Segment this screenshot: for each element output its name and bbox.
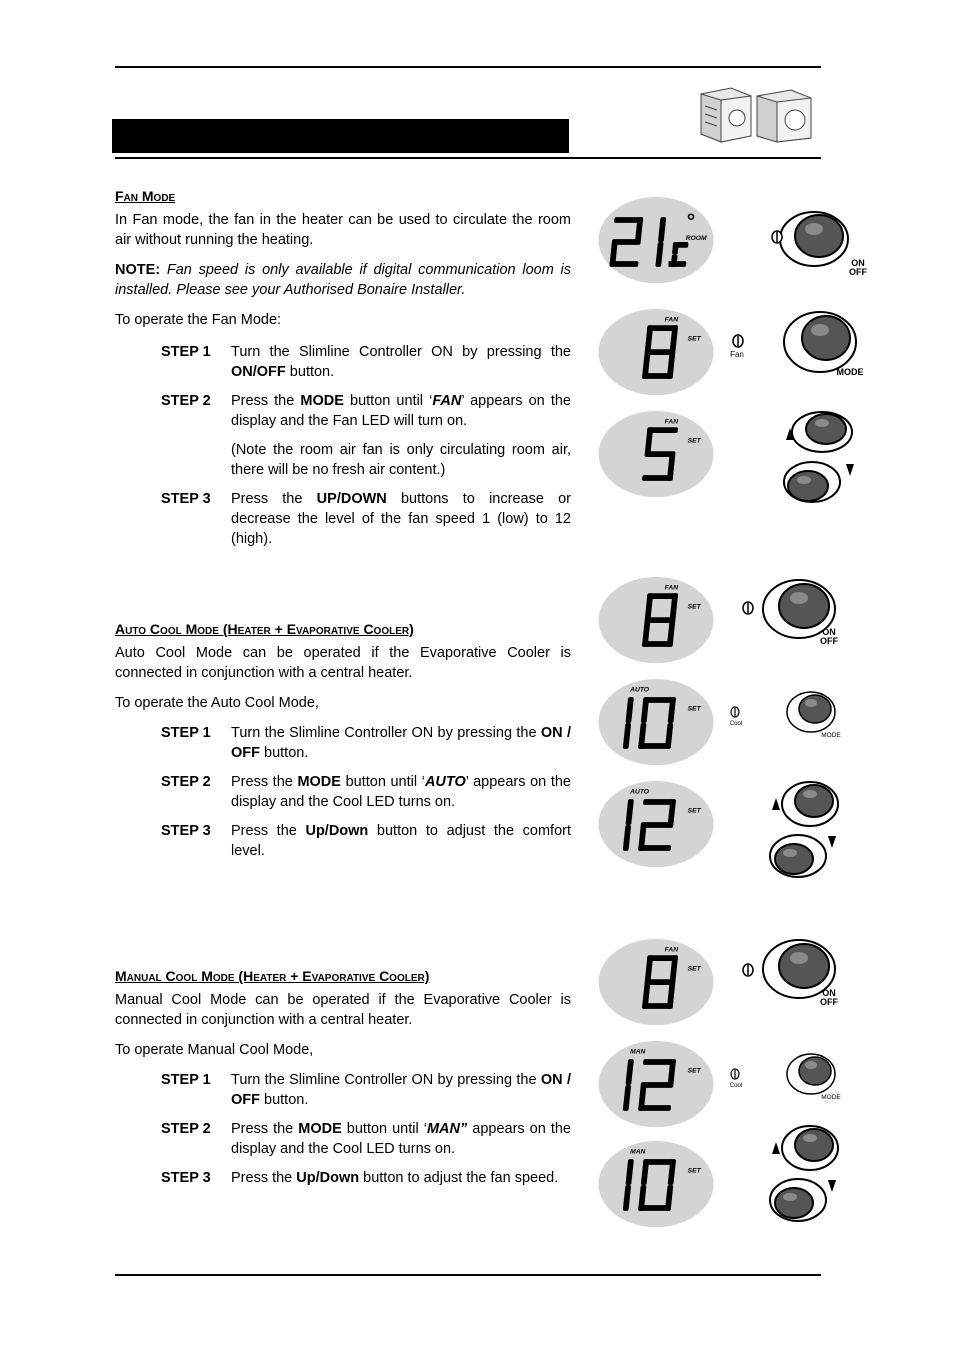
- step-text-mid: button until ‘: [343, 393, 433, 409]
- step-label: STEP 3: [161, 491, 211, 507]
- manual-step-1: [115, 1070, 571, 1110]
- lcd-set-label: SET: [687, 1167, 701, 1175]
- power-led-icon: [741, 600, 755, 616]
- fan-mode-note: [115, 260, 571, 300]
- lcd-mode-label: MAN: [630, 1048, 646, 1056]
- manual-cool-intro: Manual Cool Mode can be operated if the Evaporative Cooler is connected in conjunction with a central heater.: [115, 992, 571, 1028]
- on-off-ref: ON/OFF: [231, 364, 286, 380]
- step-text: [231, 821, 571, 861]
- step-text-pre: Turn the Slimline Controller ON by pressing the: [231, 725, 541, 741]
- up-down-buttons[interactable]: [768, 778, 848, 880]
- manual-cool-section: [115, 966, 571, 1197]
- lcd-display: [597, 938, 717, 1030]
- mode-button[interactable]: [780, 306, 870, 382]
- manual-cool-title: Manual Cool Mode (Heater + Evaporative Cooler): [115, 968, 430, 984]
- mode-ref: MODE: [297, 774, 341, 790]
- fan-mode-operate: To operate the Fan Mode:: [115, 312, 282, 328]
- on-off-button[interactable]: [755, 576, 855, 648]
- up-down-ref: Up/Down: [296, 1170, 360, 1186]
- mode-label: MODE: [821, 1094, 841, 1101]
- lcd-set-label: SET: [687, 335, 701, 343]
- lcd-unit-label: ROOM: [685, 235, 707, 243]
- on-label: ON: [822, 627, 836, 637]
- on-off-button[interactable]: [770, 206, 870, 278]
- step-text-pre: Press the: [231, 823, 306, 839]
- section-banner: [112, 119, 569, 153]
- lcd-display: [597, 196, 717, 288]
- step-text-post: ’ appears on the display and the Cool LED turns on.: [231, 774, 571, 810]
- footer-rule: [115, 1274, 821, 1276]
- step-label: STEP 3: [161, 1170, 211, 1186]
- auto-cool-section: [115, 619, 571, 870]
- manual-step-2: [115, 1119, 571, 1159]
- step-text-post: button to adjust the fan speed.: [359, 1170, 559, 1186]
- up-down-buttons[interactable]: [782, 406, 862, 506]
- step-label: STEP 3: [161, 823, 211, 839]
- fan-step-2: [115, 391, 571, 431]
- step-text-post: button to adjust the comfort level.: [231, 823, 571, 859]
- fan-step-1: [115, 342, 571, 382]
- step-text-pre: Press the: [231, 491, 317, 507]
- heater-cooler-units-icon: [697, 84, 813, 144]
- step-text-pre: Turn the Slimline Controller ON by pressing the: [231, 344, 571, 360]
- cool-led-icon: [728, 706, 746, 728]
- step-note: (Note the room air fan is only circulating room air, there will be no fresh air content.): [231, 442, 571, 478]
- on-label: ON: [851, 258, 865, 268]
- lcd-set-label: SET: [687, 807, 701, 815]
- note-text: Fan speed is only available if digital communication loom is installed. Please see your Authorised Bonaire Installer.: [115, 262, 572, 298]
- step-label: STEP 1: [161, 725, 211, 741]
- lcd-segment: [644, 979, 675, 985]
- fan-mode-section: [115, 186, 571, 558]
- lcd-set-label: SET: [687, 603, 701, 611]
- lcd-segment: [642, 475, 673, 481]
- step-text-pre: Turn the Slimline Controller ON by pressing the: [231, 1072, 541, 1088]
- step-label: STEP 2: [161, 1121, 211, 1137]
- up-down-ref: UP/DOWN: [316, 491, 387, 507]
- fan-led-label: Fan: [730, 350, 744, 359]
- mode-button[interactable]: [785, 688, 845, 740]
- auto-cool-operate: To operate the Auto Cool Mode,: [115, 695, 319, 711]
- off-label: OFF: [820, 997, 838, 1007]
- step-label: STEP 1: [161, 344, 211, 360]
- lcd-degree-symbol: °: [685, 210, 695, 234]
- step-text: [231, 1119, 571, 1159]
- step-text: [231, 772, 571, 812]
- auto-cool-intro: Auto Cool Mode can be operated if the Evaporative Cooler is connected in conjunction with a central heater.: [115, 645, 571, 681]
- auto-ref: AUTO: [424, 774, 466, 790]
- step-text-pre: Press the: [231, 1170, 297, 1186]
- step-text-post: buttons to increase or decrease the level of the fan speed 1 (low) to 12 (high).: [231, 491, 571, 547]
- step-text-mid: button until ‘: [340, 774, 425, 790]
- step-text: [231, 723, 571, 763]
- decimal-point: [669, 261, 675, 267]
- manual-cool-operate: To operate Manual Cool Mode,: [115, 1042, 314, 1058]
- lcd-set-label: SET: [687, 1067, 701, 1075]
- lcd-set-label: SET: [687, 965, 701, 973]
- cool-led-icon: [728, 1068, 746, 1090]
- step-text-pre: Press the: [231, 774, 298, 790]
- step-text: [231, 489, 571, 549]
- on-off-ref: ON / OFF: [231, 725, 572, 761]
- lcd-mode-label: AUTO: [630, 788, 649, 796]
- lcd-mode-label: MAN: [630, 1148, 646, 1156]
- note-label: NOTE:: [115, 262, 161, 278]
- mode-label: MODE: [836, 367, 864, 377]
- step-label-spacer: [115, 440, 231, 480]
- off-label: OFF: [820, 636, 838, 646]
- lcd-segment: [638, 1105, 671, 1111]
- fan-mode-intro: In Fan mode, the fan in the heater can be used to circulate the room air without running the heating.: [115, 212, 571, 248]
- power-led-icon: [741, 962, 755, 978]
- auto-step-3: [115, 821, 571, 861]
- lcd-display: [597, 576, 717, 668]
- man-ref: MAN”: [426, 1121, 468, 1137]
- step-text: [231, 391, 571, 431]
- manual-step-3: [115, 1168, 571, 1188]
- lcd-mode-label: AUTO: [630, 686, 649, 694]
- power-led-icon: [770, 229, 784, 245]
- lcd-set-label: SET: [687, 705, 701, 713]
- step-text-post: appears on the display and the Cool LED turns on.: [231, 1121, 571, 1157]
- step-label: STEP 1: [161, 1072, 211, 1088]
- lcd-mode-label: FAN: [664, 946, 679, 954]
- top-rule: [115, 66, 821, 68]
- lcd-segment: [644, 349, 675, 355]
- lcd-mode-label: FAN: [664, 418, 679, 426]
- lcd-segment: [609, 261, 638, 267]
- auto-step-1: [115, 723, 571, 763]
- lcd-mode-label: FAN: [664, 316, 679, 324]
- lcd-display: [597, 780, 717, 872]
- auto-cool-title: Auto Cool Mode (Heater + Evaporative Cooler): [115, 621, 414, 637]
- step-text-post: button.: [260, 745, 309, 761]
- lcd-set-label: SET: [687, 437, 701, 445]
- lcd-display: [597, 1140, 717, 1232]
- step-text-mid: button until ‘: [341, 1121, 427, 1137]
- step-text-post: button.: [260, 1092, 309, 1108]
- fan-led-icon: [728, 332, 750, 360]
- step-text-post: button.: [285, 364, 335, 380]
- lcd-display: [597, 1040, 717, 1132]
- lcd-display: [597, 308, 717, 400]
- step-text-pre: Press the: [231, 1121, 299, 1137]
- fan-mode-title: Fan Mode: [115, 188, 176, 204]
- auto-step-2: [115, 772, 571, 812]
- step-text: [231, 342, 571, 382]
- mode-button[interactable]: [785, 1050, 845, 1102]
- step-text: [231, 1070, 571, 1110]
- lcd-display: [597, 678, 717, 770]
- lcd-background: [599, 679, 714, 765]
- step-text-post: ’ appears on the display and the Fan LED will turn on.: [231, 393, 571, 429]
- fan-step-2-note: [115, 440, 571, 480]
- lcd-segment: [638, 845, 671, 851]
- up-down-buttons[interactable]: [768, 1122, 848, 1224]
- header-rule: [115, 157, 821, 159]
- step-text: [231, 1168, 571, 1188]
- mode-label: MODE: [821, 732, 841, 739]
- on-off-button[interactable]: [755, 936, 855, 1008]
- step-text-pre: Press the: [231, 393, 301, 409]
- lcd-mode-label: FAN: [664, 584, 679, 592]
- step-label: STEP 2: [161, 774, 211, 790]
- mode-ref: MODE: [298, 1121, 342, 1137]
- cool-led-label: Cool: [729, 721, 743, 727]
- on-off-ref: ON / OFF: [231, 1072, 572, 1108]
- lcd-segment: [644, 617, 675, 623]
- off-label: OFF: [849, 267, 867, 277]
- lcd-display: [597, 410, 717, 502]
- fan-ref: FAN: [432, 393, 462, 409]
- on-label: ON: [822, 988, 836, 998]
- up-down-ref: Up/Down: [305, 823, 369, 839]
- step-label: STEP 2: [161, 393, 211, 409]
- lcd-background: [599, 1141, 714, 1227]
- cool-led-label: Cool: [729, 1083, 743, 1089]
- mode-ref: MODE: [300, 393, 344, 409]
- fan-step-3: [115, 489, 571, 549]
